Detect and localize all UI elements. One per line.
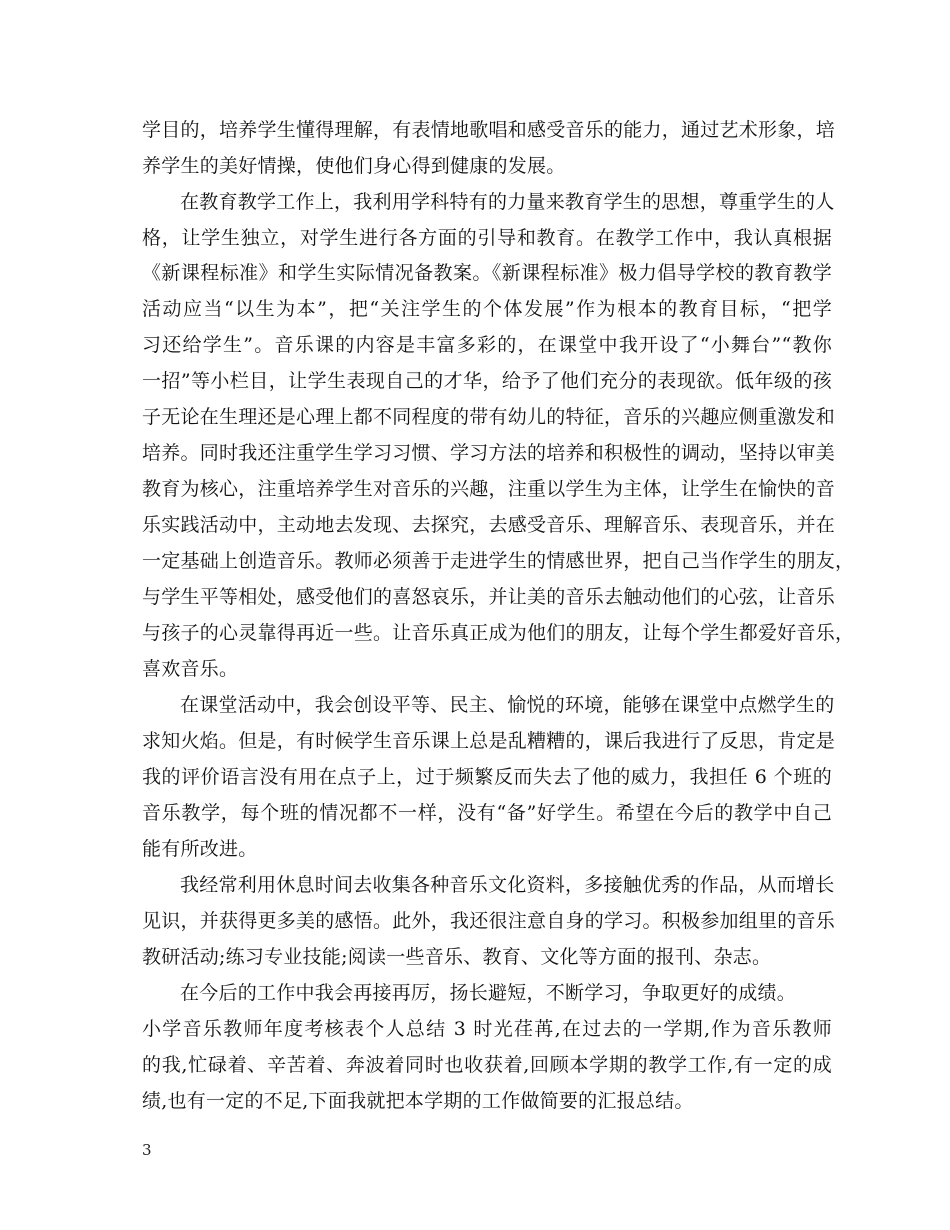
text-line: 见识，并获得更多美的感悟。此外，我还很注意自身的学习。积极参加组里的音乐 [142, 910, 836, 932]
paragraph-first-line: 在今后的工作中我会再接再厉，扬长避短，不断学习，争取更好的成绩。 [180, 982, 797, 1004]
text-line: 乐实践活动中，主动地去发现、去探究，去感受音乐、理解音乐、表现音乐，并在 [142, 514, 836, 536]
text-line: 《新课程标准》和学生实际情况备教案。《新课程标准》极力倡导学校的教育教学 [142, 262, 832, 284]
text-line: 格，让学生独立，对学生进行各方面的引导和教育。在教学工作中，我认真根据 [142, 227, 832, 249]
text-line: 音乐教学，每个班的情况都不一样，没有“备”好学生。希望在今后的教学中自己 [142, 802, 832, 824]
paragraph-first-line: 在课堂活动中，我会创设平等、民主、愉悦的环境，能够在课堂中点燃学生的 [180, 694, 835, 716]
text-line: 能有所改进。 [142, 838, 258, 860]
text-line: 养学生的美好情操，使他们身心得到健康的发展。 [142, 155, 566, 177]
text-line: 的我,忙碌着、辛苦着、奔波着同时也收获着,回顾本学期的教学工作,有一定的成 [142, 1054, 832, 1076]
paragraph-first-line: 我经常利用休息时间去收集各种音乐文化资料，多接触优秀的作品，从而增长 [180, 874, 835, 896]
text-line: 喜欢音乐。 [142, 658, 239, 680]
text-line: 绩,也有一定的不足,下面我就把本学期的工作做简要的汇报总结。 [142, 1090, 694, 1112]
text-line: 一定基础上创造音乐。教师必须善于走进学生的情感世界，把自己当作学生的朋友， [142, 550, 855, 572]
text-line: 学目的，培养学生懂得理解，有表情地歌唱和感受音乐的能力，通过艺术形象，培 [142, 119, 836, 141]
text-line: 培养。同时我还注重学生学习习惯、学习方法的培养和积极性的调动，坚持以审美 [142, 442, 836, 464]
paragraph-first-line: 在教育教学工作上，我利用学科特有的力量来教育学生的思想，尊重学生的人 [180, 191, 835, 213]
text-line: 习还给学生”。音乐课的内容是丰富多彩的，在课堂中我开设了“小舞台”“教你 [142, 334, 832, 356]
text-line: 求知火焰。但是，有时候学生音乐课上总是乱糟糟的，课后我进行了反思，肯定是 [142, 730, 836, 752]
text-line: 子无论在生理还是心理上都不同程度的带有幼儿的特征，音乐的兴趣应侧重激发和 [142, 406, 836, 428]
page-number: 3 [142, 1141, 152, 1159]
text-line: 教育为核心，注重培养学生对音乐的兴趣，注重以学生为主体，让学生在愉快的音 [142, 478, 836, 500]
text-line: 教研活动;练习专业技能;阅读一些音乐、教育、文化等方面的报刊、杂志。 [142, 946, 772, 968]
text-line: 我的评价语言没有用在点子上，过于频繁反而失去了他的威力，我担任 6 个班的 [142, 766, 832, 788]
text-line: 与学生平等相处，感受他们的喜怒哀乐，并让美的音乐去触动他们的心弦，让音乐 [142, 586, 836, 608]
section-title-line: 小学音乐教师年度考核表个人总结 3 时光荏苒,在过去的一学期,作为音乐教师 [142, 1018, 832, 1040]
text-line: 与孩子的心灵靠得再近一些。让音乐真正成为他们的朋友，让每个学生都爱好音乐， [142, 622, 855, 644]
text-line: 一招”等小栏目，让学生表现自己的才华，给予了他们充分的表现欲。低年级的孩 [142, 370, 832, 392]
text-line: 活动应当“以生为本”，把“关注学生的个体发展”作为根本的教育目标，“把学 [142, 298, 832, 320]
